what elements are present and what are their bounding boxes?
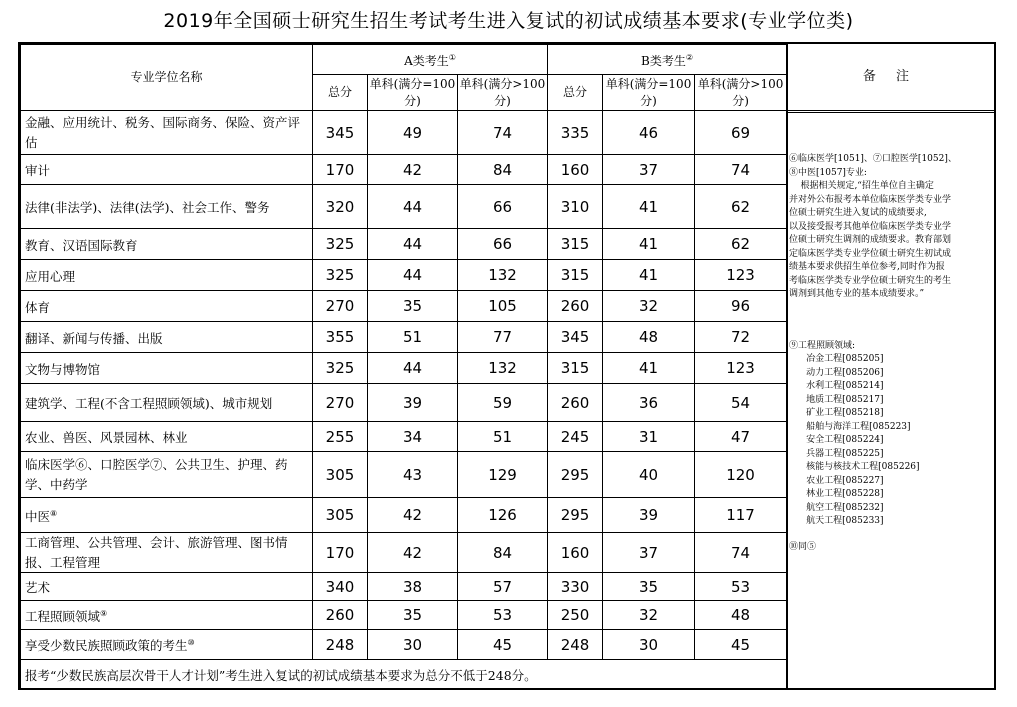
score-b-s1: 48 bbox=[603, 322, 695, 353]
score-a-s1: 30 bbox=[368, 630, 458, 660]
footer-note: 报考“少数民族高层次骨干人才计划”考生进入复试的初试成绩基本要求为总分不低于248分。 bbox=[21, 660, 787, 690]
major-name: 教育、汉语国际教育 bbox=[21, 229, 313, 260]
score-a-total: 345 bbox=[313, 111, 368, 155]
header-group-a: A类考生① bbox=[313, 45, 548, 75]
header-group-b: B类考生② bbox=[548, 45, 787, 75]
score-a-s2: 84 bbox=[458, 155, 548, 185]
score-a-s1: 35 bbox=[368, 291, 458, 322]
score-b-total: 260 bbox=[548, 291, 603, 322]
score-a-s2: 84 bbox=[458, 533, 548, 573]
score-b-s2: 74 bbox=[695, 155, 787, 185]
score-b-s1: 41 bbox=[603, 229, 695, 260]
table-row bbox=[21, 384, 787, 422]
score-b-s2: 53 bbox=[695, 573, 787, 601]
header-b-total: 总分 bbox=[548, 75, 603, 111]
major-name: 工商管理、公共管理、会计、旅游管理、图书情报、工程管理 bbox=[21, 533, 313, 573]
header-a-total: 总分 bbox=[313, 75, 368, 111]
score-b-total: 295 bbox=[548, 452, 603, 498]
score-b-s2: 62 bbox=[695, 229, 787, 260]
score-b-s2: 47 bbox=[695, 422, 787, 452]
score-a-total: 325 bbox=[313, 229, 368, 260]
score-a-s2: 57 bbox=[458, 573, 548, 601]
score-a-s1: 49 bbox=[368, 111, 458, 155]
score-b-s1: 39 bbox=[603, 498, 695, 533]
major-name: 体育 bbox=[21, 291, 313, 322]
score-b-s2: 48 bbox=[695, 601, 787, 630]
table-row bbox=[21, 630, 787, 660]
score-a-total: 325 bbox=[313, 260, 368, 291]
score-b-s2: 72 bbox=[695, 322, 787, 353]
score-b-total: 315 bbox=[548, 229, 603, 260]
major-name: 艺术 bbox=[21, 573, 313, 601]
table-row bbox=[21, 229, 787, 260]
score-b-s1: 46 bbox=[603, 111, 695, 155]
table-row bbox=[21, 155, 787, 185]
score-a-total: 305 bbox=[313, 452, 368, 498]
table-row bbox=[21, 260, 787, 291]
table-row bbox=[21, 498, 787, 533]
score-a-s1: 51 bbox=[368, 322, 458, 353]
score-a-s1: 43 bbox=[368, 452, 458, 498]
score-a-total: 325 bbox=[313, 353, 368, 384]
score-a-s1: 39 bbox=[368, 384, 458, 422]
score-b-total: 295 bbox=[548, 498, 603, 533]
score-b-total: 250 bbox=[548, 601, 603, 630]
score-b-s1: 32 bbox=[603, 601, 695, 630]
major-name: 法律(非法学)、法律(法学)、社会工作、警务 bbox=[21, 185, 313, 229]
remarks-header: 备 注 bbox=[786, 44, 994, 113]
score-a-s1: 42 bbox=[368, 533, 458, 573]
major-name: 应用心理 bbox=[21, 260, 313, 291]
page-title: 2019年全国硕士研究生招生考试考生进入复试的初试成绩基本要求(专业学位类) bbox=[163, 10, 854, 32]
score-b-s1: 35 bbox=[603, 573, 695, 601]
score-a-s2: 51 bbox=[458, 422, 548, 452]
score-b-s1: 40 bbox=[603, 452, 695, 498]
score-a-total: 260 bbox=[313, 601, 368, 630]
score-b-s2: 74 bbox=[695, 533, 787, 573]
score-b-s2: 123 bbox=[695, 260, 787, 291]
score-a-s1: 44 bbox=[368, 260, 458, 291]
score-b-total: 248 bbox=[548, 630, 603, 660]
score-b-total: 245 bbox=[548, 422, 603, 452]
header-b-single100: 单科(满分=100分) bbox=[603, 75, 695, 111]
table-row bbox=[21, 452, 787, 498]
major-name: 临床医学⑥、口腔医学⑦、公共卫生、护理、药学、中药学 bbox=[21, 452, 313, 498]
score-b-s2: 117 bbox=[695, 498, 787, 533]
table-row bbox=[21, 291, 787, 322]
score-b-s2: 62 bbox=[695, 185, 787, 229]
major-name: 中医⑧ bbox=[21, 498, 313, 533]
score-a-total: 305 bbox=[313, 498, 368, 533]
score-a-s1: 44 bbox=[368, 229, 458, 260]
score-a-s2: 53 bbox=[458, 601, 548, 630]
score-a-s2: 132 bbox=[458, 260, 548, 291]
score-b-s1: 32 bbox=[603, 291, 695, 322]
score-a-s1: 35 bbox=[368, 601, 458, 630]
header-a-single100: 单科(满分=100分) bbox=[368, 75, 458, 111]
score-a-s2: 74 bbox=[458, 111, 548, 155]
score-b-s1: 41 bbox=[603, 260, 695, 291]
score-a-s2: 129 bbox=[458, 452, 548, 498]
score-b-total: 160 bbox=[548, 533, 603, 573]
score-a-total: 355 bbox=[313, 322, 368, 353]
score-b-s2: 69 bbox=[695, 111, 787, 155]
score-a-s2: 132 bbox=[458, 353, 548, 384]
score-b-total: 315 bbox=[548, 353, 603, 384]
score-b-s1: 36 bbox=[603, 384, 695, 422]
score-b-total: 260 bbox=[548, 384, 603, 422]
header-a-single-gt100: 单科(满分>100分) bbox=[458, 75, 548, 111]
score-a-s2: 45 bbox=[458, 630, 548, 660]
table-row bbox=[21, 601, 787, 630]
score-a-total: 340 bbox=[313, 573, 368, 601]
score-a-s2: 59 bbox=[458, 384, 548, 422]
score-b-total: 345 bbox=[548, 322, 603, 353]
score-b-s2: 123 bbox=[695, 353, 787, 384]
score-a-total: 270 bbox=[313, 384, 368, 422]
score-b-s1: 41 bbox=[603, 185, 695, 229]
table-row bbox=[21, 322, 787, 353]
major-name: 金融、应用统计、税务、国际商务、保险、资产评估 bbox=[21, 111, 313, 155]
score-a-total: 270 bbox=[313, 291, 368, 322]
remark-engineering-title: ⑨工程照顾领域: bbox=[789, 341, 856, 351]
table-row bbox=[21, 533, 787, 573]
major-name: 建筑学、工程(不含工程照顾领域)、城市规划 bbox=[21, 384, 313, 422]
score-table bbox=[20, 44, 787, 690]
major-name: 文物与博物馆 bbox=[21, 353, 313, 384]
table-row bbox=[21, 422, 787, 452]
table-row bbox=[21, 111, 787, 155]
major-name: 翻译、新闻与传播、出版 bbox=[21, 322, 313, 353]
score-a-s1: 42 bbox=[368, 155, 458, 185]
score-a-total: 248 bbox=[313, 630, 368, 660]
score-b-total: 310 bbox=[548, 185, 603, 229]
score-b-s1: 37 bbox=[603, 533, 695, 573]
score-b-s1: 37 bbox=[603, 155, 695, 185]
score-a-total: 255 bbox=[313, 422, 368, 452]
table-row bbox=[21, 573, 787, 601]
score-b-total: 160 bbox=[548, 155, 603, 185]
score-b-s2: 45 bbox=[695, 630, 787, 660]
score-a-s2: 105 bbox=[458, 291, 548, 322]
score-a-s1: 44 bbox=[368, 185, 458, 229]
header-b-single-gt100: 单科(满分>100分) bbox=[695, 75, 787, 111]
major-name: 审计 bbox=[21, 155, 313, 185]
score-b-s2: 120 bbox=[695, 452, 787, 498]
score-b-total: 335 bbox=[548, 111, 603, 155]
score-a-s2: 66 bbox=[458, 229, 548, 260]
remark-minority: ⑩同⑤ bbox=[789, 542, 817, 552]
score-b-s1: 31 bbox=[603, 422, 695, 452]
score-a-s2: 126 bbox=[458, 498, 548, 533]
score-a-total: 320 bbox=[313, 185, 368, 229]
remark-medical: ⑥临床医学[1051]、⑦口腔医学[1052]、 ⑧中医[1057]专业: 根据相关规定,“招生单位自主确定 并对外公布报考本单位临床医学类专业学 位硕士研究生进入复试的成绩要求, 以及接受报考其他单位临床医学类专业学 位硕士研究生调剂的成绩要求。教育部划 定临床医学类专业学位硕士研究生初试成 绩基本要求供招生单位参考,同时作为报 考临床医学类专业学位硕士研究生的考生 调剂到其他专业的基本成绩要求。” bbox=[789, 154, 957, 299]
score-b-s1: 41 bbox=[603, 353, 695, 384]
score-b-total: 330 bbox=[548, 573, 603, 601]
score-b-s1: 30 bbox=[603, 630, 695, 660]
score-a-total: 170 bbox=[313, 533, 368, 573]
major-name: 享受少数民族照顾政策的考生⑩ bbox=[21, 630, 313, 660]
table-row bbox=[21, 353, 787, 384]
remarks-column bbox=[786, 44, 994, 688]
score-a-s2: 66 bbox=[458, 185, 548, 229]
score-b-s2: 96 bbox=[695, 291, 787, 322]
score-b-s2: 54 bbox=[695, 384, 787, 422]
score-a-total: 170 bbox=[313, 155, 368, 185]
score-a-s1: 34 bbox=[368, 422, 458, 452]
score-a-s2: 77 bbox=[458, 322, 548, 353]
score-a-s1: 42 bbox=[368, 498, 458, 533]
score-a-s1: 38 bbox=[368, 573, 458, 601]
table-row bbox=[21, 185, 787, 229]
remark-engineering-fields: 冶金工程[085205] 动力工程[085206] 水利工程[085214] 地质工程[085217] 矿业工程[085218] 船舶与海洋工程[085223] 安全工程[085224] 兵器工程[085225] 核能与核技术工程[085226] 农业工程[085227] 林业工程[085228] 航空工程[085232] 航天工程[085233] bbox=[806, 354, 920, 526]
score-a-s1: 44 bbox=[368, 353, 458, 384]
major-name: 工程照顾领域⑨ bbox=[21, 601, 313, 630]
major-name: 农业、兽医、风景园林、林业 bbox=[21, 422, 313, 452]
header-major-name: 专业学位名称 bbox=[21, 45, 313, 111]
score-b-total: 315 bbox=[548, 260, 603, 291]
